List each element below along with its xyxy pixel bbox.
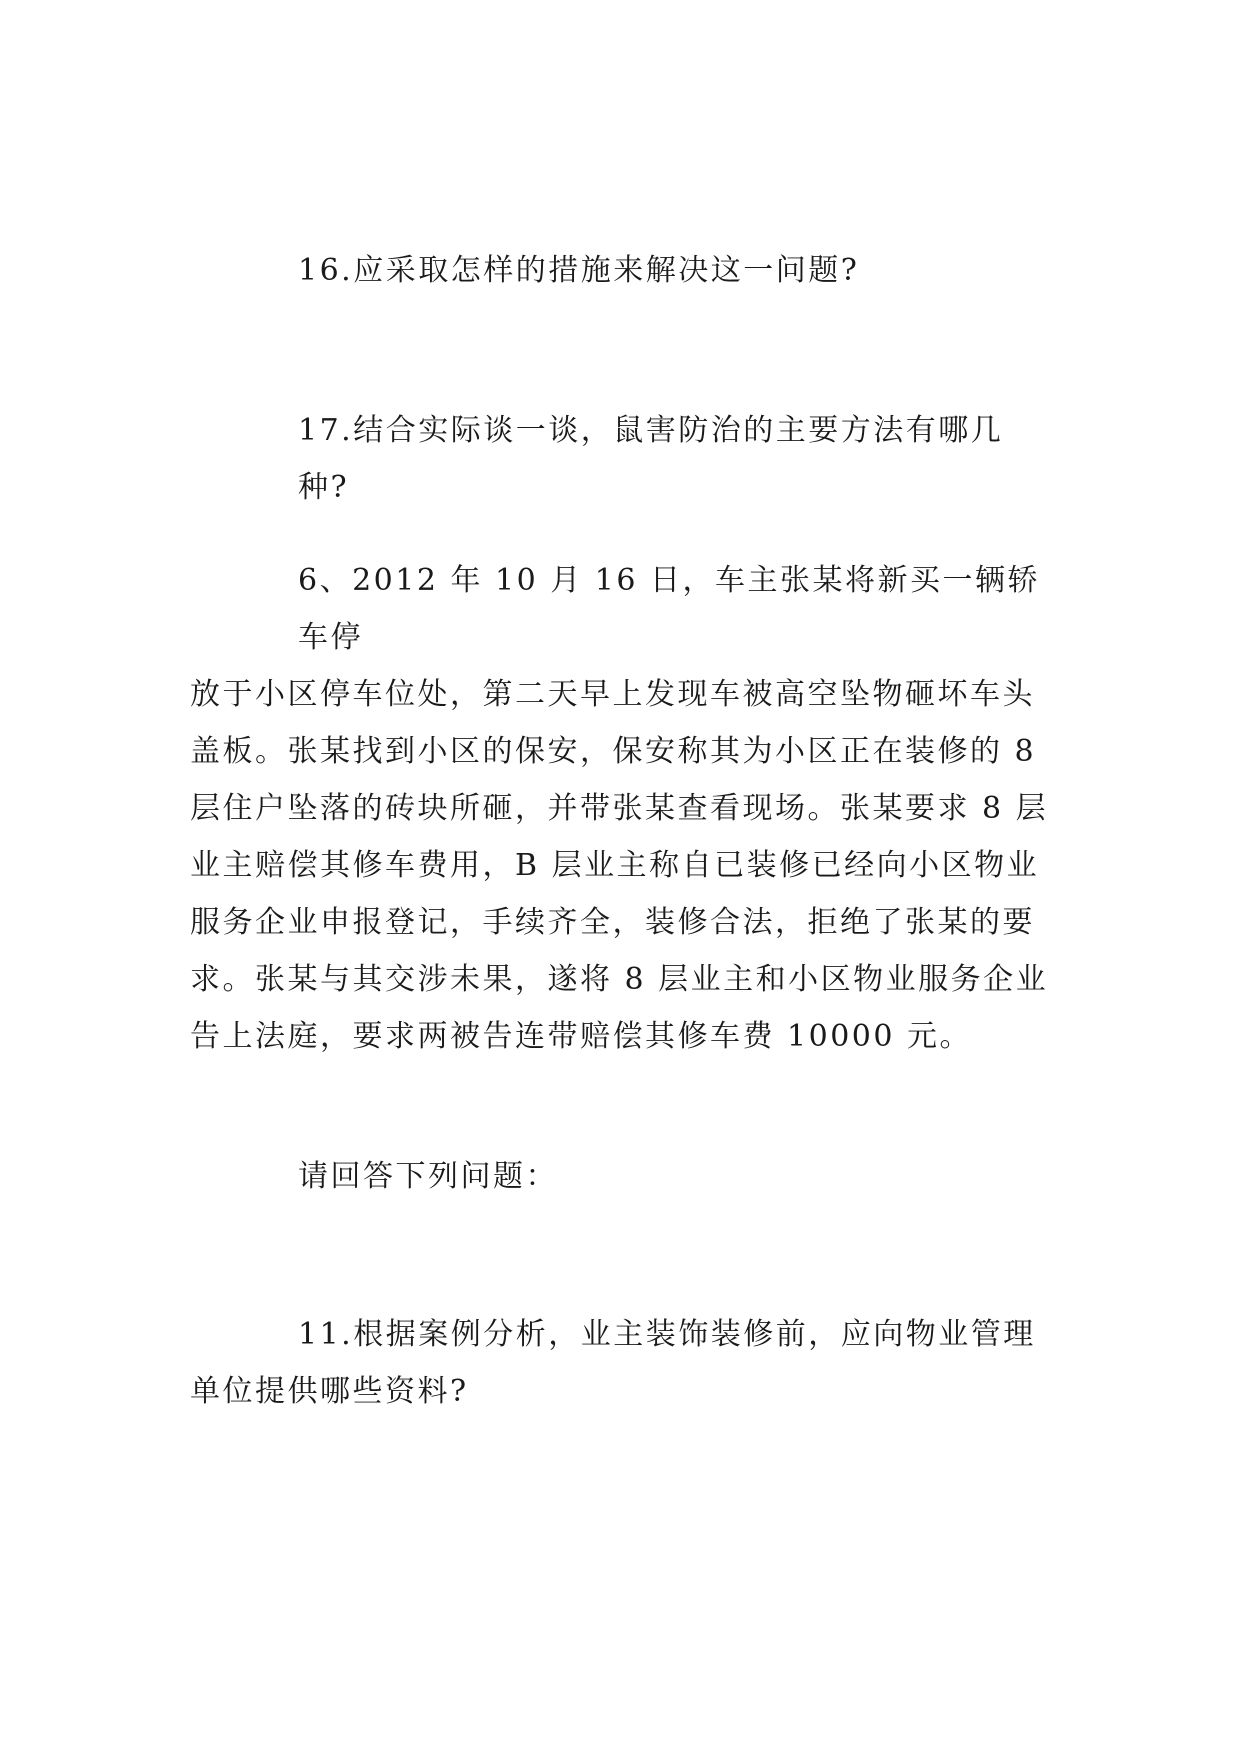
question-16 — [190, 242, 1050, 299]
paragraph-line: 请回答下列问题： — [298, 1159, 558, 1194]
paragraph-line: 放于小区停车位处，第二天早上发现车被高空坠物砸坏车头 — [190, 677, 1035, 712]
paragraph-line: 求。张某与其交涉未果，遂将 8 层业主和小区物业服务企业 — [190, 962, 1049, 997]
paragraph-line: 11.根据案例分析，业主装饰装修前，应向物业管理 — [298, 1317, 1036, 1352]
paragraph-line: 服务企业申报登记，手续齐全，装修合法，拒绝了张某的要 — [190, 905, 1035, 940]
case-6-description — [190, 552, 1050, 1065]
paragraph-line: 单位提供哪些资料? — [190, 1374, 469, 1409]
paragraph-line: 业主赔偿其修车费用，B 层业主称自已装修已经向小区物业 — [190, 848, 1040, 883]
question-11 — [190, 1306, 1050, 1420]
paragraph-line: 层住户坠落的砖块所砸，并带张某查看现场。张某要求 8 层 — [190, 791, 1049, 826]
answer-prompt — [190, 1148, 1050, 1205]
paragraph-line: 6、2012 年 10 月 16 日，车主张某将新买一辆轿车停 — [298, 563, 1040, 655]
paragraph-line: 盖板。张某找到小区的保安，保安称其为小区正在装修的 8 — [190, 734, 1037, 769]
paragraph-line: 告上法庭，要求两被告连带赔偿其修车费 10000 元。 — [190, 1019, 973, 1054]
paragraph-line: 17.结合实际谈一谈，鼠害防治的主要方法有哪几种? — [298, 413, 1004, 505]
question-17 — [190, 402, 1050, 516]
paragraph-line: 16.应采取怎样的措施来解决这一问题? — [298, 253, 860, 288]
